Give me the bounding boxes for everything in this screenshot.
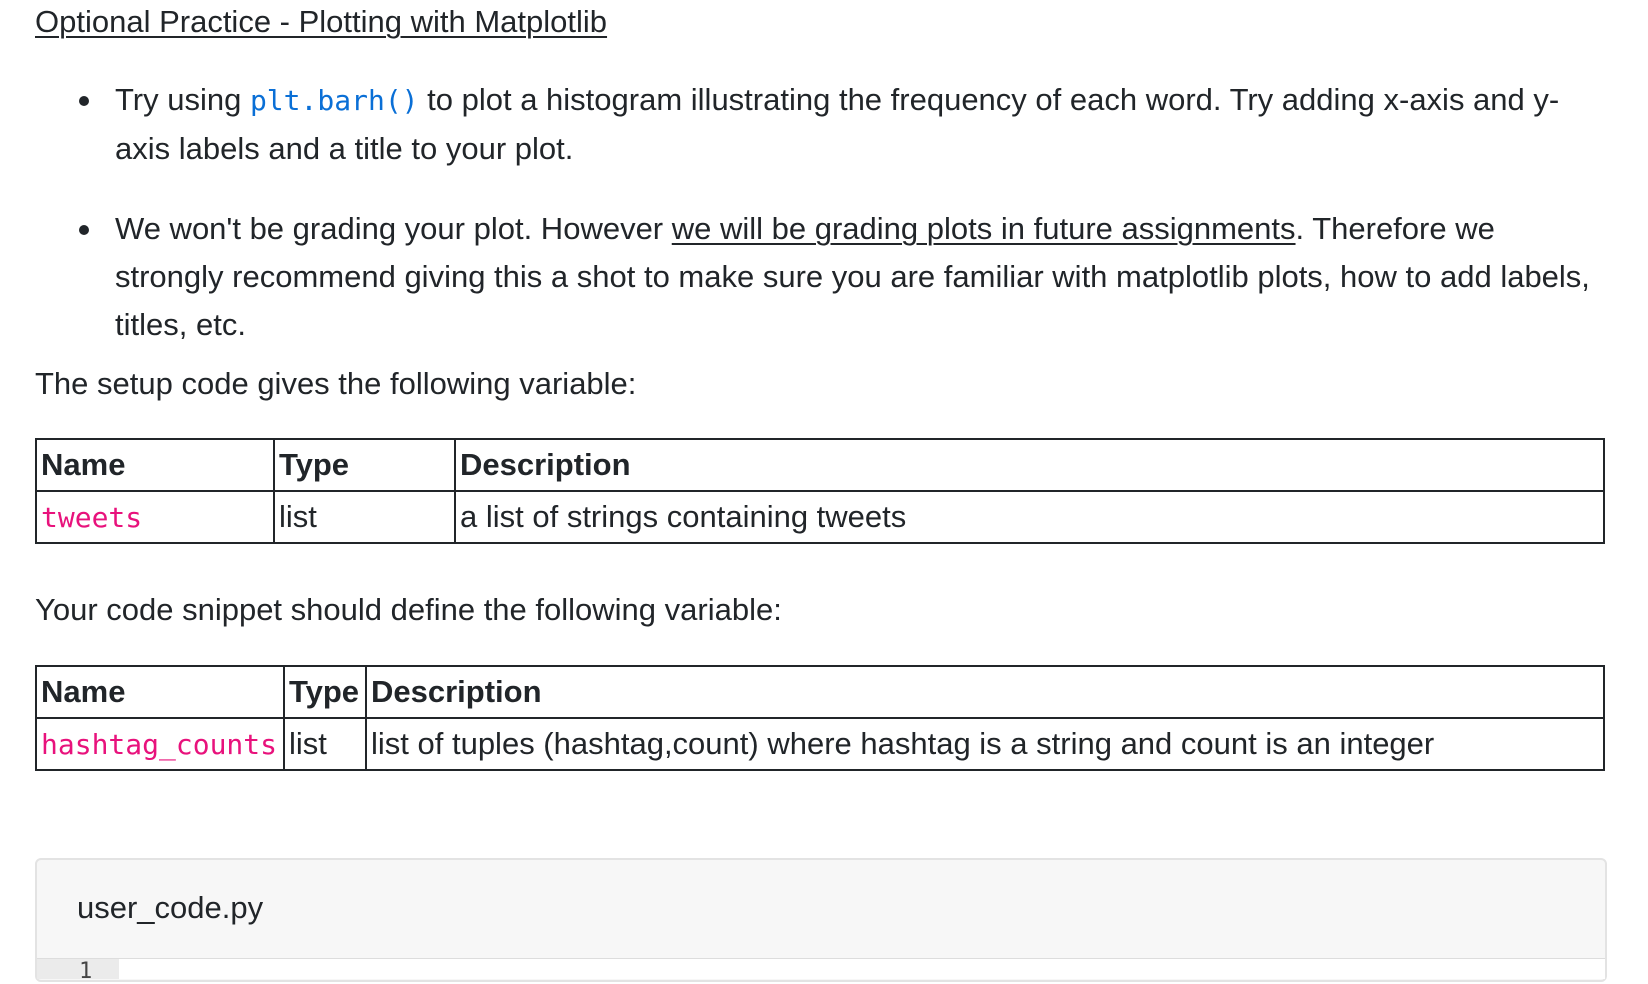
table-row (36, 491, 1604, 543)
column-header-description: Description (455, 439, 1604, 491)
define-description: Your code snippet should define the following variable: (35, 592, 782, 627)
table-row (36, 718, 1604, 770)
line-number: 1 (79, 959, 93, 984)
cell-type: list (284, 718, 366, 770)
setup-description: The setup code gives the following variable: (35, 366, 637, 401)
variable-name: tweets (41, 501, 143, 534)
inline-code: plt.barh() (249, 84, 419, 117)
emphasis-underline: we will be grading plots in future assignments (671, 211, 1296, 246)
code-editor-panel (35, 858, 1607, 982)
column-header-type: Type (274, 439, 455, 491)
cell-name (36, 718, 284, 770)
list-item: Try using plt.barh() to plot a histogram illustrating the frequency of each word. Try adding x-axis and y-axis labels and a title to your plot. (35, 76, 1607, 173)
cell-description: list of tuples (hashtag,count) where hashtag is a string and count is an integer (366, 718, 1604, 770)
list-item: We won't be grading your plot. However we will be grading plots in future assignments. Therefore we strongly recommend giving this a shot to make sure you are familiar with matplotlib plots, how to add labels, titles, etc. (35, 205, 1607, 349)
bullet-icon (79, 96, 89, 106)
bullet-icon (79, 225, 89, 235)
cell-type: list (274, 491, 455, 543)
define-variables-table (35, 665, 1605, 771)
column-header-type: Type (284, 666, 366, 718)
cell-description: a list of strings containing tweets (455, 491, 1604, 543)
code-file-title: user_code.py (77, 890, 264, 925)
table-header-row (36, 439, 1604, 491)
code-editor[interactable] (37, 958, 1605, 984)
variable-name: hashtag_counts (41, 728, 278, 761)
instruction-list (35, 76, 1607, 349)
cell-name (36, 491, 274, 543)
column-header-description: Description (366, 666, 1604, 718)
column-header-name: Name (36, 666, 284, 718)
table-header-row (36, 666, 1604, 718)
setup-variables-table (35, 438, 1605, 544)
section-heading: Optional Practice - Plotting with Matplotlib (35, 4, 608, 39)
column-header-name: Name (36, 439, 274, 491)
line-number-gutter (37, 959, 119, 984)
